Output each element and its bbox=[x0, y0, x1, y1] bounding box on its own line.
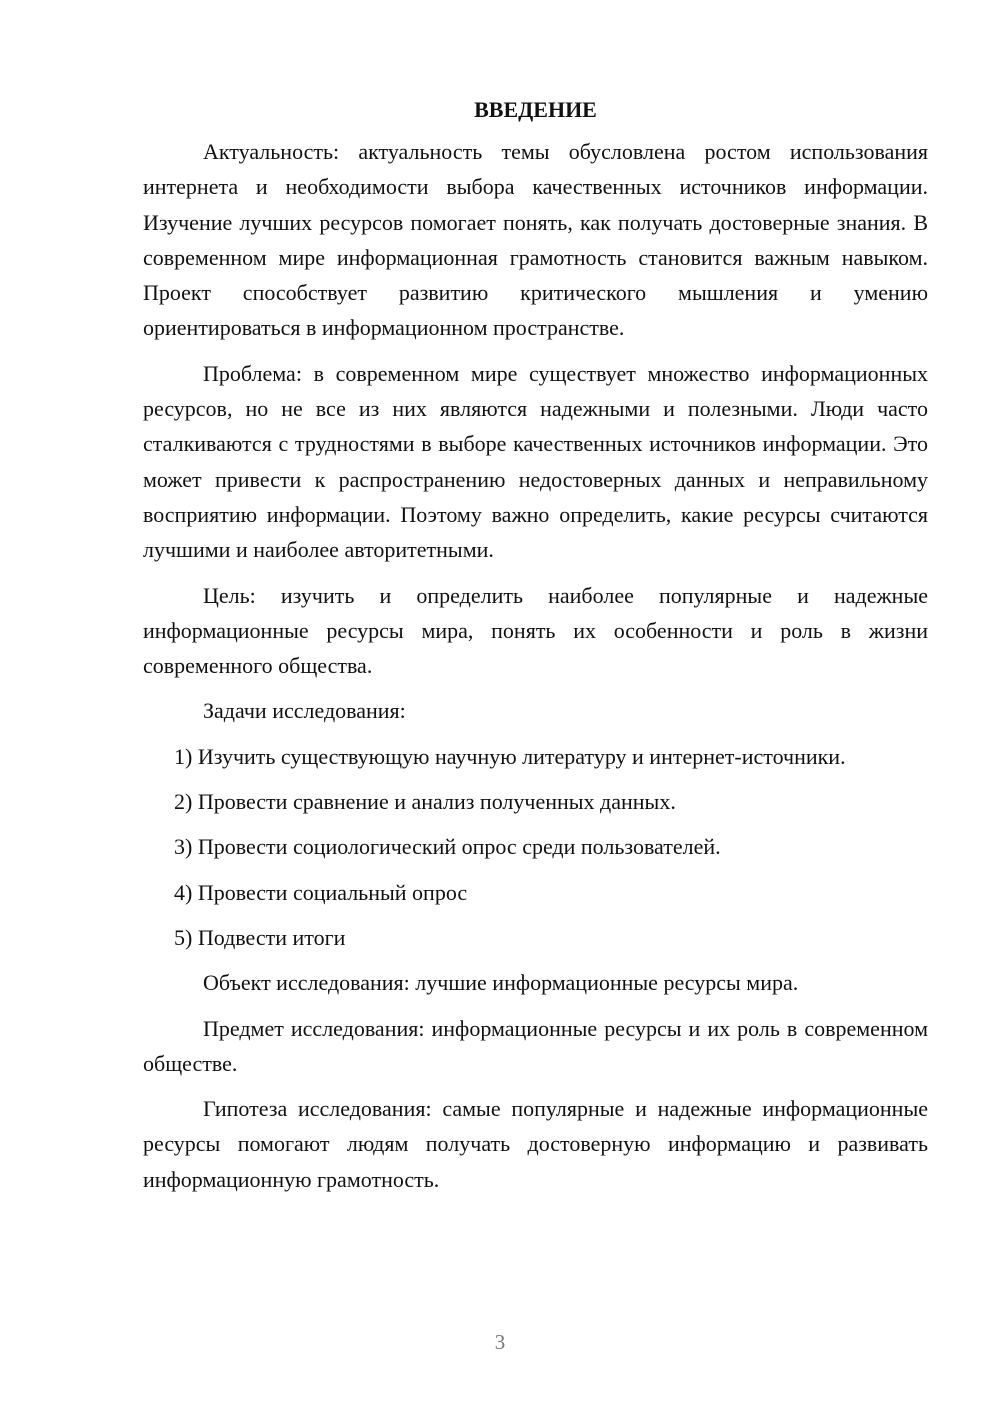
task-item-5: 5) Подвести итоги bbox=[174, 924, 346, 950]
task-item-2: 2) Провести сравнение и анализ полученных данных. bbox=[174, 789, 676, 815]
section-title: ВВЕДЕНИЕ bbox=[474, 97, 597, 122]
page-number: 3 bbox=[494, 1330, 506, 1354]
subject-paragraph: Предмет исследования: информационные ресурсы и их роль в современном обществе. bbox=[143, 1015, 928, 1076]
hypothesis-paragraph: Гипотеза исследования: самые популярные и надежные информационные ресурсы помогают людям получать достоверную информацию и развивать информационную грамотность. bbox=[143, 1096, 928, 1192]
task-item-3: 3) Провести социологический опрос среди пользователей. bbox=[174, 834, 721, 860]
task-item-1: 1) Изучить существующую научную литературу и интернет-источники. bbox=[174, 743, 846, 769]
problem-paragraph: Проблема: в современном мире существует множество информационных ресурсов, но не все из них являются надежными и полезными. Люди часто сталкиваются с трудностями в выборе качественных источников информации. Это может привести к распространению недостоверных данных и неправильному восприятию информации. Поэтому важно определить, какие ресурсы считаются лучшими и наиболее авторитетными. bbox=[143, 360, 928, 563]
relevance-paragraph: Актуальность: актуальность темы обусловлена ростом использования интернета и необходимости выбора качественных источников информации. Изучение лучших ресурсов помогает понять, как получать достоверные знания. В современном мире информационная грамотность становится важным навыком. Проект способствует развитию критического мышления и умению ориентироваться в информационном пространстве. bbox=[143, 139, 928, 341]
object-paragraph: Объект исследования: лучшие информационные ресурсы мира. bbox=[203, 970, 799, 996]
tasks-heading: Задачи исследования: bbox=[203, 698, 406, 724]
goal-paragraph: Цель: изучить и определить наиболее популярные и надежные информационные ресурсы мира, понять их особенности и роль в жизни современного общества. bbox=[143, 582, 928, 679]
document-page bbox=[143, 92, 928, 1207]
task-item-4: 4) Провести социальный опрос bbox=[174, 879, 468, 905]
